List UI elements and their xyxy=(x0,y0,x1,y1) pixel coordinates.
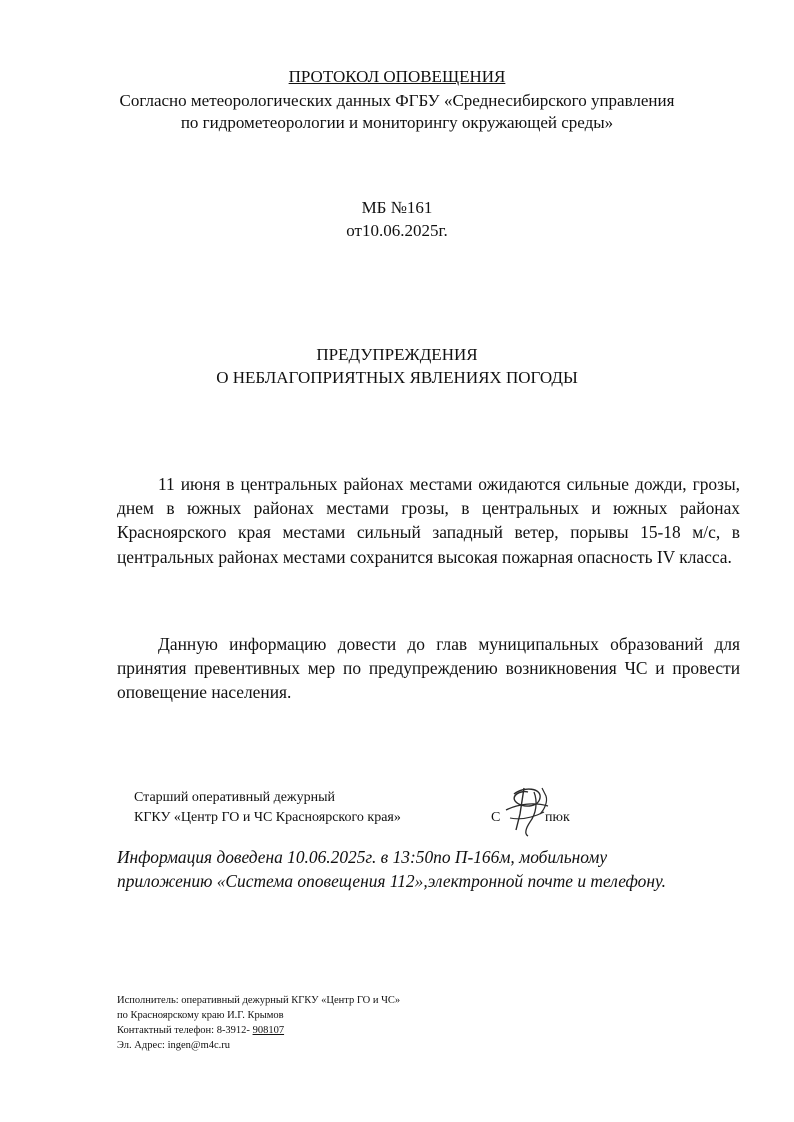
signatory-position-2: КГКУ «Центр ГО и ЧС Красноярского края» xyxy=(134,810,401,825)
delivery-note-line-2: приложению «Система оповещения 112»,электронной почте и телефону. xyxy=(117,871,666,891)
signatory-position-1: Старший оперативный дежурный xyxy=(134,790,335,805)
warning-title-2: О НЕБЛАГОПРИЯТНЫХ ЯВЛЕНИЯХ ПОГОДЫ xyxy=(216,368,578,387)
bulletin-number: МБ №161 xyxy=(361,198,433,217)
footer-phone-number: 908107 xyxy=(252,1025,285,1036)
footer-executor-2: по Красноярскому краю И.Г. Крымов xyxy=(117,1010,284,1021)
instruction-paragraph: Данную информацию довести до глав муниципальных образований для принятия превентивных мер по предупреждению возникновения ЧС и провести оповещение населения. xyxy=(117,634,740,703)
handwritten-signature xyxy=(494,784,558,838)
footer-executor-1: Исполнитель: оперативный дежурный КГКУ «Центр ГО и ЧС» xyxy=(117,995,401,1006)
protocol-title: ПРОТОКОЛ ОПОВЕЩЕНИЯ xyxy=(288,67,506,86)
forecast-paragraph: 11 июня в центральных районах местами ожидаются сильные дожди, грозы, днем в южных районах местами грозы, в центральных и южных районах Красноярского края местами сильный западный ветер, порывы 15-18 м/с, в центральных районах местами сохранится высокая пожарная опасность IV класса. xyxy=(117,474,740,567)
warning-title-1: ПРЕДУПРЕЖДЕНИЯ xyxy=(316,345,478,364)
delivery-note-line-1: Информация доведена 10.06.2025г. в 13:50по П-166м, мобильному xyxy=(117,847,608,867)
source-line-2: по гидрометеорологии и мониторингу окружающей среды» xyxy=(180,113,614,132)
footer-email: Эл. Адрес: ingen@m4c.ru xyxy=(117,1040,231,1051)
signatory-name-start: С xyxy=(491,810,501,825)
footer-phone xyxy=(117,1024,284,1038)
footer-phone-label: Контактный телефон: 8-3912- xyxy=(117,1025,253,1036)
signatory-name-end: пюк xyxy=(545,810,570,825)
source-line-1: Согласно метеорологических данных ФГБУ «Среднесибирского управления xyxy=(119,91,675,110)
bulletin-date: от10.06.2025г. xyxy=(346,221,448,240)
